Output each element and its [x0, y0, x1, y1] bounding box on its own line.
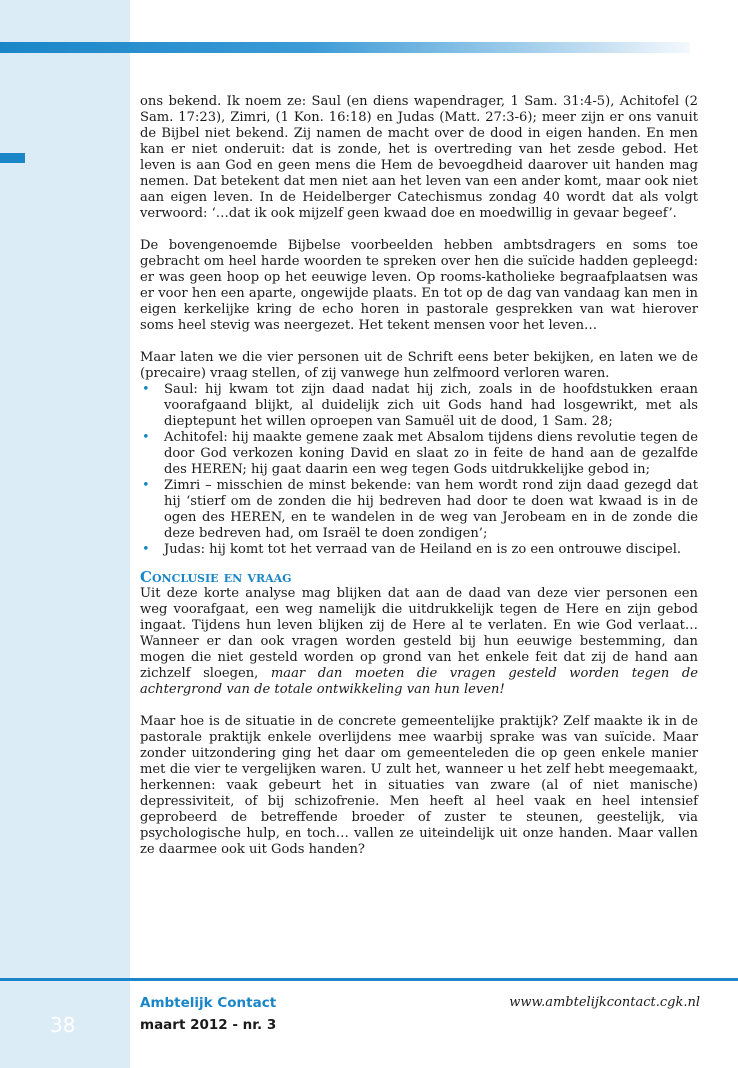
bullet-marker: • — [142, 430, 150, 445]
bullet-text: Judas: hij komt tot het verraad van de Heiland en is zo een ontrouwe discipel. — [164, 542, 682, 557]
paragraph-4 — [140, 586, 698, 698]
bullet-text: Saul: hij kwam tot zijn daad nadat hij zich, zoals in de hoofdstukken eraan voorafgaand blijkt, al duidelijk zich uit Gods hand had losgewrikt, met als dieptepunt het willen oproepen van Samuël uit de dood, 1 Sam. 28; — [164, 382, 698, 429]
paragraph-5: Maar hoe is de situatie in de concrete gemeentelijke praktijk? Zelf maakte ik in de pastorale praktijk enkele overlijdens mee waarbij sprake was van suïcide. Maar zonder uitzondering ging het daar om gemeenteleden die op geen enkele manier met die vier te vergelijken waren. U zult het, wanneer u het zelf hebt meegemaakt, herkennen: vaak gebeurt het in situaties van zware (al of niet manische) depressiviteit, of bij schizofrenie. Men heeft al heel vaak en heel intensief geprobeerd de betreffende broeder of zuster te steunen, geestelijk, via psychologische hulp, en toch… vallen ze uiteindelijk uit onze handen. Maar vallen ze daarmee ook uit Gods handen? — [140, 714, 698, 857]
paragraph-1: ons bekend. Ik noem ze: Saul (en diens wapendrager, 1 Sam. 31:4-5), Achitofel (2 Sam. 17:23), Zimri, (1 Kon. 16:18) en Judas (Matt. 27:3-6); meer zijn er ons vanuit de Bijbel niet bekend. Zij namen de macht over de dood in eigen handen. En men kan er niet onderuit: dat is zonde, het is overtreding van het zesde gebod. Het leven is aan God en geen mens die Hem de bevoegdheid daarover uit handen mag nemen. Dat betekent dat men niet aan het leven van een ander komt, maar ook niet aan eigen leven. In de Heidelberger Catechismus zondag 40 wordt dat als volgt verwoord: ‘…dat ik ook mijzelf geen kwaad doe en moedwillig in gevaar begeef’. — [140, 94, 698, 221]
bullet-text: Zimri – misschien de minst bekende: van hem wordt rond zijn daad gezegd dat hij ‘stierf om de zonden die hij bedreven had door te doen wat kwaad is in de ogen des HEREN, en te wandelen in de weg van Jerobeam en in de zonde die deze bedreven had, om Israël te doen zondigen’; — [164, 478, 698, 541]
list-item — [140, 542, 698, 558]
footer-rule — [0, 978, 738, 981]
list-item — [140, 382, 698, 430]
paragraph-4-italic: maar dan moeten die vragen gesteld worden tegen de achtergrond van de totale ontwikkeling van hun leven! — [140, 666, 699, 697]
website-url: www.ambtelijkcontact.cgk.nl — [509, 995, 700, 1010]
paragraph-3: Maar laten we die vier personen uit de Schrift eens beter bekijken, en laten we de (precaire) vraag stellen, of zij vanwege hun zelfmoord verloren waren. — [140, 350, 698, 381]
paragraph-2: De bovengenoemde Bijbelse voorbeelden hebben ambtsdragers en soms toe gebracht om heel harde woorden te spreken over hen die suïcide hadden gepleegd: er was geen hoop op het eeuwige leven. Op rooms-katholieke begraafplaatsen was er voor hen een aparte, ongewijde plaats. En tot op de dag van vandaag kan men in eigen kerkelijke kring de echo horen in pastorale gesprekken van wat hierover soms heel stevig was neergezet. Het tekent mensen voor het leven… — [140, 238, 698, 333]
bullet-text: Achitofel: hij maakte gemene zaak met Absalom tijdens diens revolutie tegen de door God verkozen koning David en slaat zo in feite de hand aan de gezalfde des HEREN; hij gaat daarin een weg tegen Gods uitdrukkelijke gebod in; — [164, 430, 698, 477]
list-item — [140, 430, 698, 478]
paragraph-4-text: Uit deze korte analyse mag blijken dat aan de daad van deze vier personen een weg voorafgaat, een weg namelijk die uitdrukkelijk tegen de Here en zijn gebod ingaat. Tijdens hun leven blijken zij de Here al te verlaten. En wie God verlaat… Wanneer er dan ook vragen worden gesteld bij hun eeuwige bestemming, dan mogen die niet gesteld worden op grond van het enkele feit dat zij de hand aan zichzelf sloegen, — [140, 586, 698, 681]
list-item — [140, 478, 698, 542]
bullet-marker: • — [142, 542, 150, 557]
bullet-marker: • — [142, 478, 150, 493]
bullet-marker: • — [142, 382, 150, 397]
bullet-list — [140, 382, 698, 558]
article-body — [140, 94, 698, 858]
section-heading: Conclusie en vraag — [140, 568, 292, 586]
page-number: 38 — [50, 1013, 76, 1037]
publication-name: Ambtelijk Contact — [140, 995, 277, 1011]
side-marker — [0, 153, 25, 163]
publication-issue: maart 2012 - nr. 3 — [140, 1017, 277, 1033]
top-gradient-bar — [0, 42, 690, 53]
